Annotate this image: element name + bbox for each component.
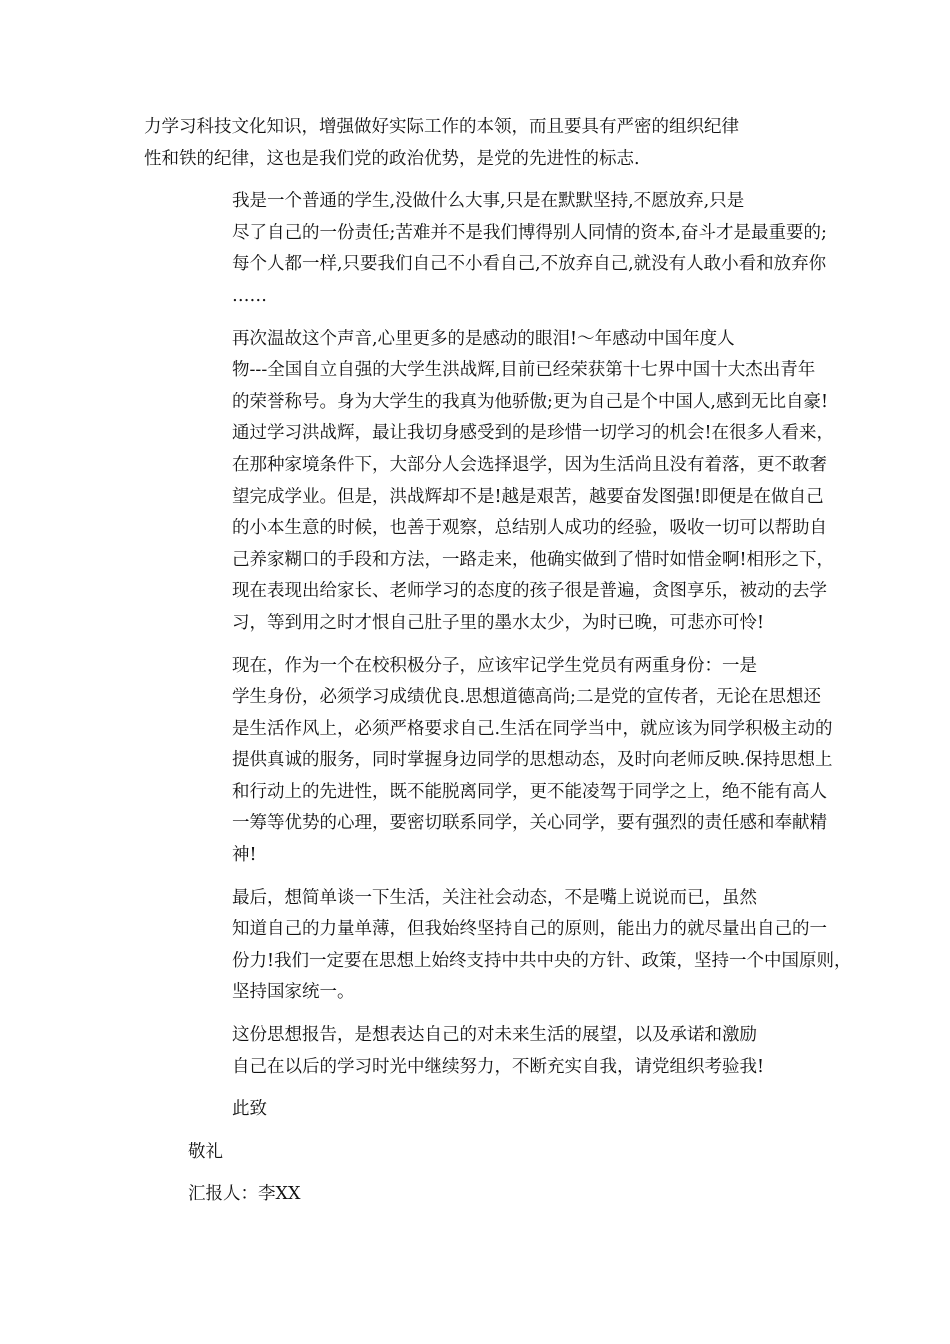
paragraph-line: 的小本生意的时候，也善于观察，总结别人成功的经验，吸收一切可以帮助自 [232,518,827,539]
paragraph [144,186,827,312]
paragraph-line: 物---全国自立自强的大学生洪战辉,目前已经荣获第十七界中国十大杰出青年 [232,360,816,381]
paragraph-line: 提供真诚的服务，同时掌握身边同学的思想动态，及时向老师反映.保持思想上 [232,750,833,771]
signature-text: 汇报人：李XX [188,1184,301,1205]
paragraph-line: 在那种家境条件下，大部分人会选择退学，因为生活尚且没有着落，更不敢奢 [232,454,827,475]
paragraph-line: 力学习科技文化知识，增强做好实际工作的本领，而且要具有严密的组织纪律 [144,117,739,137]
paragraph-line: 性和铁的纪律，这也是我们党的政治优势，是党的先进性的标志. [144,148,640,169]
paragraph-line: 望完成学业。但是，洪战辉却不是!越是艰苦，越要奋发图强!即便是在做自己 [232,486,824,507]
paragraph [144,324,835,640]
paragraph-line: 己养家糊口的手段和方法，一路走来，他确实做到了惜时如惜金啊!相形之下， [232,549,835,570]
paragraph [144,112,812,175]
paragraph-line: 神! [232,845,257,866]
salute-text: 敬礼 [188,1141,223,1162]
paragraph-line: 最后，想简单谈一下生活，关注社会动态，不是嘴上说说而已，虽然 [232,887,757,908]
paragraph-line: 和行动上的先进性，既不能脱离同学，更不能凌驾于同学之上，绝不能有高人 [232,781,827,802]
paragraph-line: 习，等到用之时才恨自己肚子里的墨水太少，为时已晚，可悲亦可怜! [232,612,765,633]
paragraph-line: 自己在以后的学习时光中继续努力，不断充实自我，请党组织考验我! [232,1056,765,1077]
paragraph-line: 一筹等优势的心理，要密切联系同学，关心同学，要有强烈的责任感和奉献精 [232,813,827,834]
paragraph-line: 现在表现出给家长、老师学习的态度的孩子很是普遍，贪图享乐，被动的去学 [232,581,827,602]
paragraph-line: 份力!我们一定要在思想上始终支持中共中央的方针、政策，坚持一个中国原则， [232,950,852,971]
paragraph-line: 再次温故这个声音,心里更多的是感动的眼泪!～年感动中国年度人 [232,328,735,349]
paragraph-line: 知道自己的力量单薄，但我始终坚持自己的原则，能出力的就尽量出自己的一 [232,919,827,940]
paragraph [144,883,852,1009]
paragraph-line: 是生活作风上，必须严格要求自己.生活在同学当中，就应该为同学积极主动的 [232,718,833,739]
paragraph-line: 每个人都一样,只要我们自己不小看自己,不放弃自己,就没有人敢小看和放弃你 [232,254,827,275]
closing-text: 此致 [232,1099,267,1120]
paragraph-line: 这份思想报告，是想表达自己的对未来生活的展望，以及承诺和激励 [232,1025,757,1046]
paragraph-line: 通过学习洪战辉，最让我切身感受到的是珍惜一切学习的机会!在很多人看来， [232,423,835,444]
paragraph [144,1020,812,1083]
paragraph-line: 的荣誉称号。身为大学生的我真为他骄傲;更为自己是个中国人,感到无比自豪! [232,391,828,412]
paragraph-line: 坚持国家统一。 [232,982,355,1003]
paragraph-line: 现在，作为一个在校积极分子，应该牢记学生党员有两重身份：一是 [232,655,757,676]
paragraph-line: 尽了自己的一份责任;苦难并不是我们博得别人同情的资本,奋斗才是最重要的; [232,222,827,243]
document-body [144,112,852,1222]
paragraph-line: …… [232,285,267,306]
paragraph-line: 我是一个普通的学生,没做什么大事,只是在默默坚持,不愿放弃,只是 [232,191,745,212]
paragraph [144,651,833,872]
paragraph-list [144,112,852,1083]
paragraph-line: 学生身份，必须学习成绩优良.思想道德高尚;二是党的宣传者，无论在思想还 [232,687,821,708]
